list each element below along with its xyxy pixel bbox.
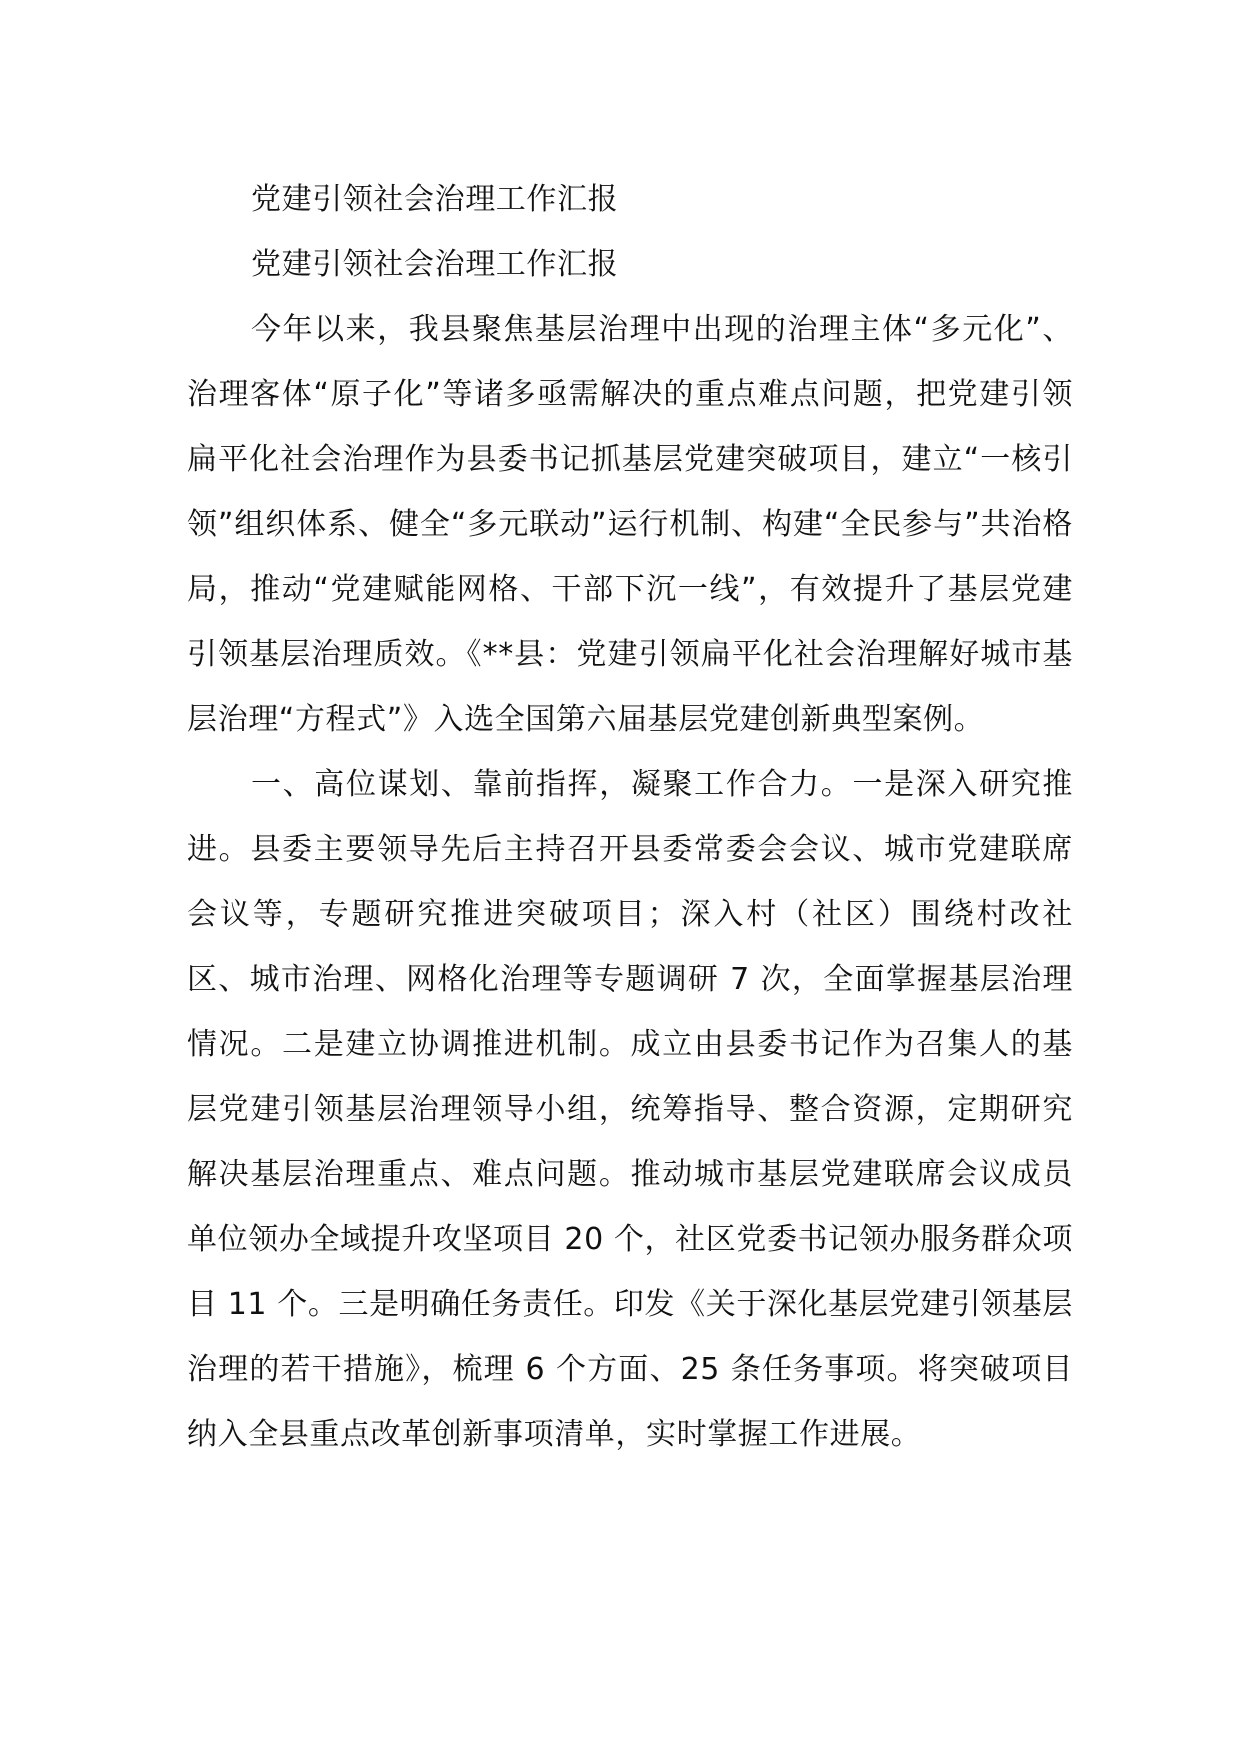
document-subtitle: 党建引领社会治理工作汇报 (251, 247, 619, 282)
document-title: 党建引领社会治理工作汇报 (251, 182, 619, 217)
paragraph-intro: 今年以来，我县聚焦基层治理中出现的治理主体“多元化”、治理客体“原子化”等诸多亟需解决的重点难点问题，把党建引领扁平化社会治理作为县委书记抓基层党建突破项目，建立“一核引领”组织体系、健全“多元联动”运行机制、构建“全民参与”共治格局，推动“党建赋能网格、干部下沉一线”，有效提升了基层党建引领基层治理质效。《**县：党建引领扁平化社会治理解好城市基层治理“方程式”》入选全国第六届基层党建创新典型案例。 (187, 312, 1073, 737)
document-body (187, 167, 1073, 1467)
paragraph-section-one: 一、高位谋划、靠前指挥，凝聚工作合力。一是深入研究推进。县委主要领导先后主持召开县委常委会会议、城市党建联席会议等，专题研究推进突破项目；深入村（社区）围绕村改社区、城市治理、网格化治理等专题调研 7 次，全面掌握基层治理情况。二是建立协调推进机制。成立由县委书记作为召集人的基层党建引领基层治理领导小组，统筹指导、整合资源，定期研究解决基层治理重点、难点问题。推动城市基层党建联席会议成员单位领办全域提升攻坚项目 20 个，社区党委书记领办服务群众项目 11 个。三是明确任务责任。印发《关于深化基层党建引领基层治理的若干措施》，梳理 6 个方面、25 条任务事项。将突破项目纳入全县重点改革创新事项清单，实时掌握工作进展。 (187, 767, 1073, 1452)
